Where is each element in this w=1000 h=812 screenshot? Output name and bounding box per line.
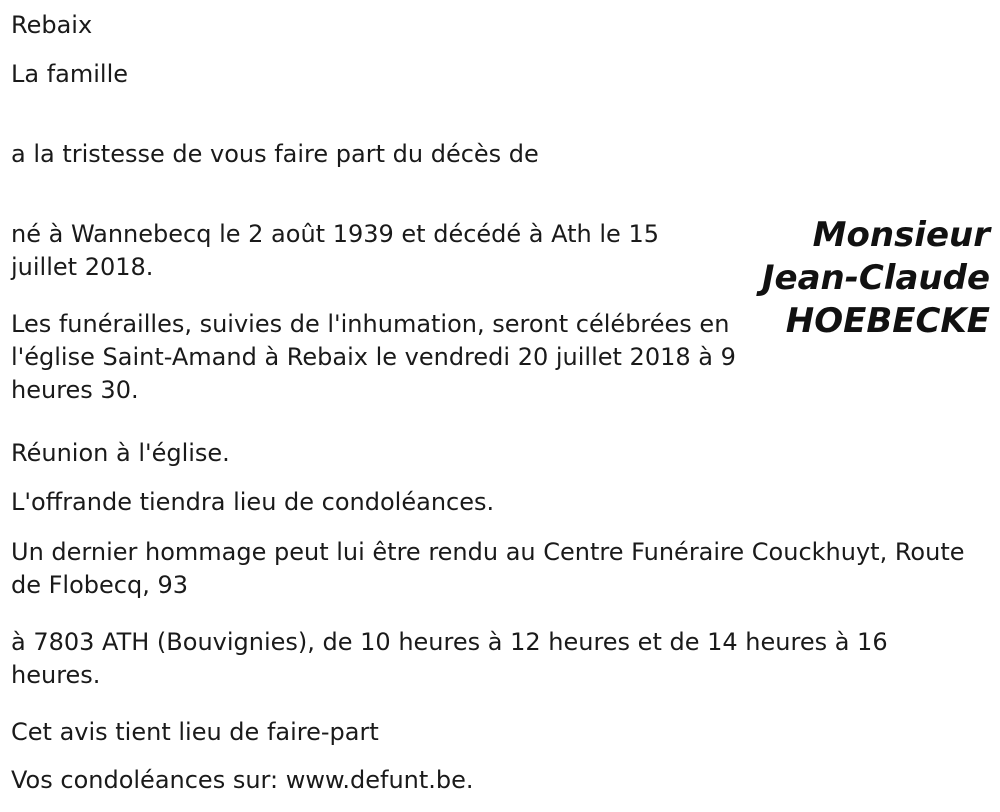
deceased-first-name: Jean-Claude: [761, 258, 990, 298]
deceased-title: Monsieur: [812, 215, 990, 255]
family-text: La famille: [11, 60, 129, 88]
tribute-text-2: à 7803 ATH (Bouvignies), de 10 heures à 12 heures et de 14 heures à 16 heures.: [11, 628, 888, 689]
deceased-last-name: HOEBECKE: [785, 301, 990, 341]
birth-death-text: né à Wannebecq le 2 août 1939 et décédé à Ath le 15 juillet 2018.: [11, 220, 659, 281]
location-text: Rebaix: [11, 11, 93, 39]
offering-text: L'offrande tiendra lieu de condoléances.: [11, 488, 495, 516]
condolences-text: Vos condoléances sur: www.defunt.be.: [11, 766, 474, 794]
meeting-text: Réunion à l'église.: [11, 439, 230, 467]
intro-text: a la tristesse de vous faire part du décès de: [11, 140, 539, 168]
funeral-text: Les funérailles, suivies de l'inhumation, seront célébrées en l'église Saint-Amand à Rebaix le vendredi 20 juillet 2018 à 9 heures 30.: [11, 310, 736, 404]
tribute-text-1: Un dernier hommage peut lui être rendu au Centre Funéraire Couckhuyt, Route de Flobecq, 93: [11, 538, 965, 599]
deceased-name-block: [762, 214, 990, 343]
notice-note-text: Cet avis tient lieu de faire-part: [11, 718, 379, 746]
